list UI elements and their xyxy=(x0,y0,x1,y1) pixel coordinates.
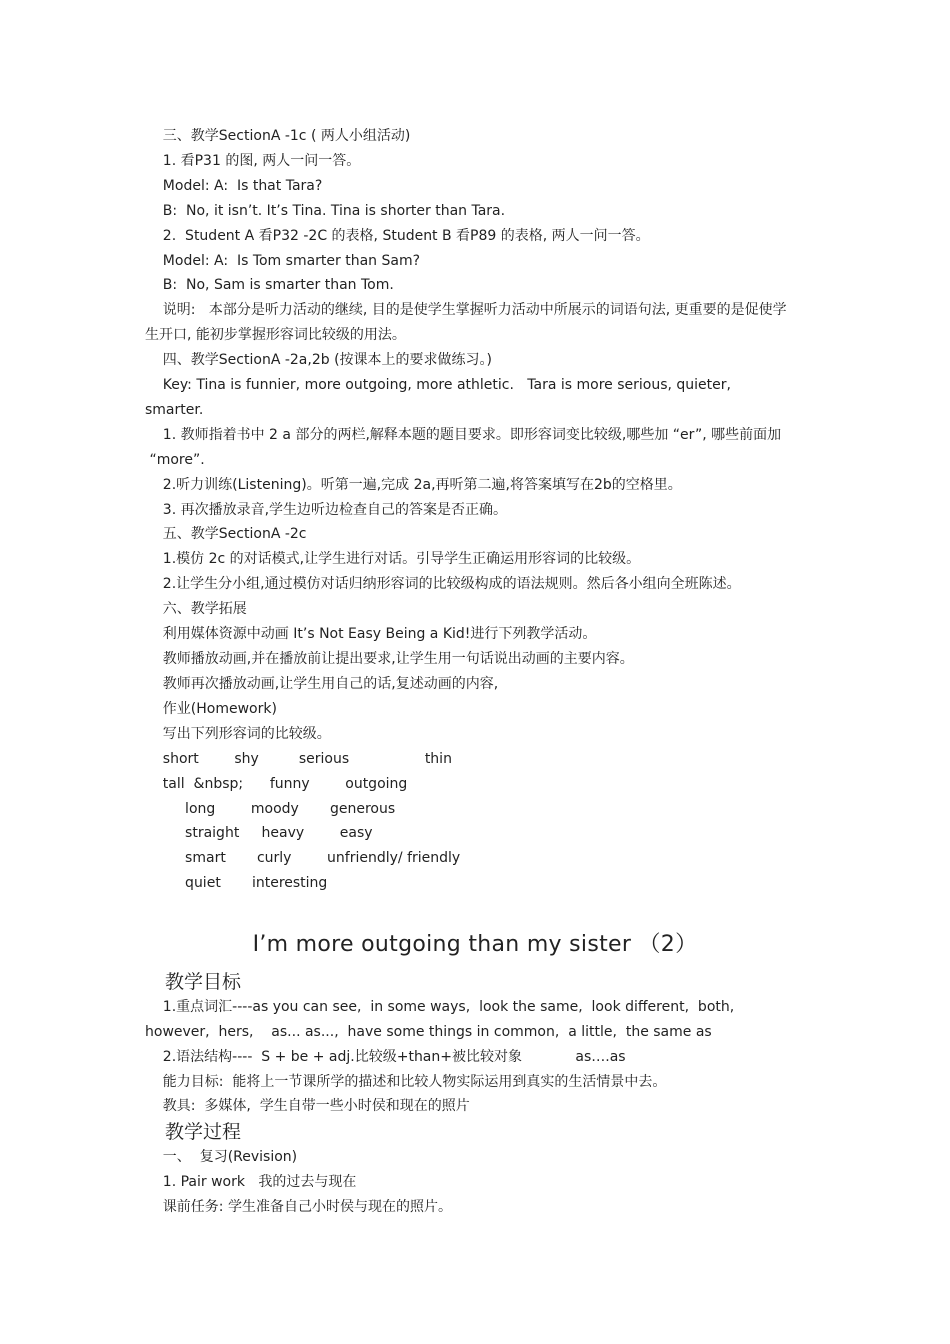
tools-line: 教具: 多媒体, 学生自带一些小时侯和现在的照片 xyxy=(145,1098,470,1114)
revision-heading: 一、 复习(Revision) xyxy=(145,1149,298,1165)
homework-heading: 作业(Homework) xyxy=(145,701,277,717)
text-line: B: No, Sam is smarter than Tom. xyxy=(145,277,394,293)
word-list-row: long moody generous xyxy=(145,801,396,817)
key-line: smarter. xyxy=(145,402,204,418)
text-line: 1. 看P31 的图, 两人一问一答。 xyxy=(145,153,361,169)
goal-line: however, hers, as... as..., have some things in common, a little, the same as xyxy=(145,1024,712,1040)
process-heading: 教学过程 xyxy=(165,1121,242,1143)
text-line: 教师再次播放动画,让学生用自己的话,复述动画的内容, xyxy=(145,676,499,692)
goal-line: 2.语法结构---- S + be + adj.比较级+than+被比较对象 as….as xyxy=(145,1049,626,1065)
note-line: 生开口, 能初步掌握形容词比较级的用法。 xyxy=(145,327,406,343)
word-list-row: smart curly unfriendly/ friendly xyxy=(145,850,461,866)
lesson-title: I’m more outgoing than my sister （2） xyxy=(252,932,698,957)
text-line: 3. 再次播放录音,学生边听边检查自己的答案是否正确。 xyxy=(145,502,508,518)
word-list-row: straight heavy easy xyxy=(145,825,373,841)
text-line: 2. Student A 看P32 -2C 的表格, Student B 看P89 的表格, 两人一问一答。 xyxy=(145,228,650,244)
text-line: 2.让学生分小组,通过模仿对话归纳形容词的比较级构成的语法规则。然后各小组向全班陈述。 xyxy=(145,576,741,592)
text-line: Model: A: Is Tom smarter than Sam? xyxy=(145,253,421,269)
text-line: B: No, it isn’t. It’s Tina. Tina is shorter than Tara. xyxy=(145,203,506,219)
word-list-row: short shy serious thin xyxy=(145,751,452,767)
goal-line: 1.重点词汇----as you can see, in some ways, look the same, look different, both, xyxy=(145,999,735,1015)
note-line: 说明: 本部分是听力活动的继续, 目的是使学生掌握听力活动中所展示的词语句法, 更重要的是促使学 xyxy=(145,302,787,318)
goals-heading: 教学目标 xyxy=(165,971,242,993)
text-line: Model: A: Is that Tara? xyxy=(145,178,323,194)
section-3-heading: 三、教学SectionA -1c ( 两人小组活动) xyxy=(145,128,411,144)
word-list-row: quiet interesting xyxy=(145,875,328,891)
section-4-heading: 四、教学SectionA -2a,2b (按课本上的要求做练习。) xyxy=(145,352,492,368)
text-line: 利用媒体资源中动画 It’s Not Easy Being a Kid!进行下列教学活动。 xyxy=(145,626,597,642)
step-line: 1. 教师指着书中 2 a 部分的两栏,解释本题的题目要求。即形容词变比较级,哪些加 “er”, 哪些前面加 xyxy=(145,427,782,443)
step-line: “more”. xyxy=(145,452,205,468)
key-line: Key: Tina is funnier, more outgoing, more athletic. Tara is more serious, quieter, xyxy=(145,377,731,393)
text-line: 1.模仿 2c 的对话模式,让学生进行对话。引导学生正确运用形容词的比较级。 xyxy=(145,551,641,567)
text-line: 课前任务: 学生准备自己小时侯与现在的照片。 xyxy=(145,1199,452,1215)
word-list-row: tall &nbsp; funny outgoing xyxy=(145,776,408,792)
text-line: 写出下列形容词的比较级。 xyxy=(145,726,331,742)
section-6-heading: 六、教学拓展 xyxy=(145,601,247,617)
text-line: 1. Pair work 我的过去与现在 xyxy=(145,1174,357,1190)
text-line: 2.听力训练(Listening)。听第一遍,完成 2a,再听第二遍,将答案填写在2b的空格里。 xyxy=(145,477,682,493)
ability-line: 能力目标: 能将上一节课所学的描述和比较人物实际运用到真实的生活情景中去。 xyxy=(145,1074,667,1090)
text-line: 教师播放动画,并在播放前让提出要求,让学生用一句话说出动画的主要内容。 xyxy=(145,651,634,667)
section-5-heading: 五、教学SectionA -2c xyxy=(145,526,307,542)
